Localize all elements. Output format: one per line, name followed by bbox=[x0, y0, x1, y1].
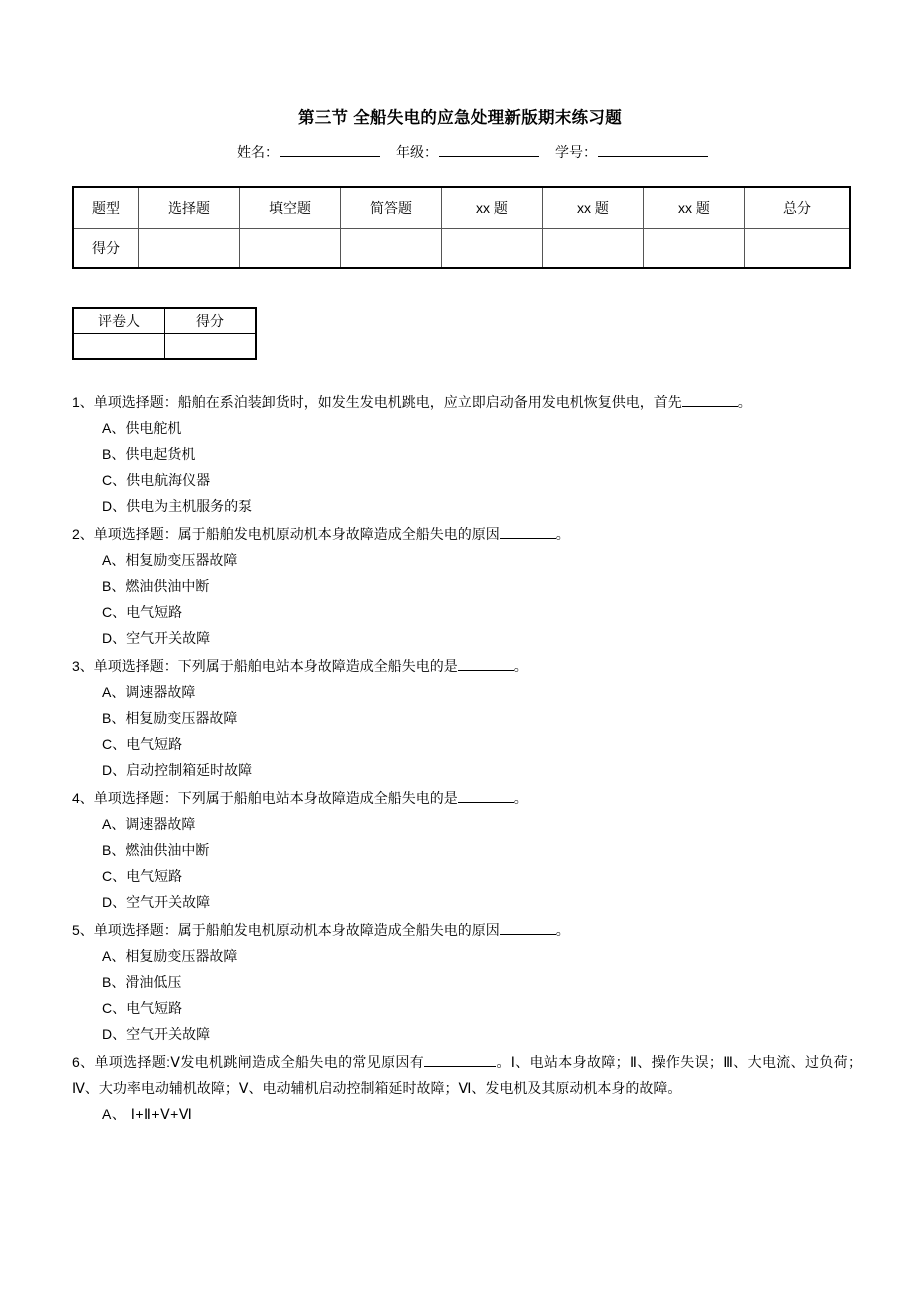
questions-list bbox=[72, 389, 862, 1129]
question-text: 下列属于船舶电站本身故障造成全船失电的是 bbox=[177, 790, 458, 806]
score-cell-xx-2[interactable] bbox=[543, 229, 644, 269]
table-row bbox=[73, 334, 256, 360]
answer-blank[interactable] bbox=[458, 657, 514, 671]
score-header-choice: 选择题 bbox=[139, 187, 240, 229]
option-d[interactable]: D、空气开关故障 bbox=[102, 1026, 211, 1042]
question-stem bbox=[72, 521, 862, 547]
option-a[interactable]: A、供电舵机 bbox=[102, 420, 182, 436]
score-header-xx-2: xx 题 bbox=[543, 187, 644, 229]
score-row-label: 得分 bbox=[73, 229, 139, 269]
question-number: 1、 bbox=[72, 394, 94, 410]
question-text-end: 。 bbox=[555, 922, 570, 938]
question-type: 单项选择题： bbox=[93, 790, 178, 806]
question-block bbox=[72, 917, 862, 1047]
option-b[interactable]: B、相复励变压器故障 bbox=[102, 710, 238, 726]
question-text-end: 。Ⅰ、电站本身故障；Ⅱ、操作失误；Ⅲ、大电流、过负荷；Ⅳ、大功率电动辅机故障；Ⅴ、电动辅机启动控制箱延时故障；Ⅵ、发电机及其原动机本身的故障。 bbox=[72, 1054, 862, 1096]
answer-blank[interactable] bbox=[458, 789, 514, 803]
option-list bbox=[72, 943, 862, 1047]
question-block bbox=[72, 785, 862, 915]
question-text-end: 。 bbox=[513, 790, 528, 806]
question-number: 2、 bbox=[72, 526, 94, 542]
score-header-total: 总分 bbox=[745, 187, 851, 229]
score-header-short-answer: 简答题 bbox=[341, 187, 442, 229]
table-row bbox=[73, 229, 850, 269]
score-header-type: 题型 bbox=[73, 187, 139, 229]
question-text: 船舶在系泊装卸货时，如发生发电机跳电，应立即启动备用发电机恢复供电，首先 bbox=[177, 394, 682, 410]
grader-cell-reviewer[interactable] bbox=[73, 334, 165, 360]
question-block bbox=[72, 1049, 862, 1127]
question-type: 单项选择题： bbox=[93, 394, 178, 410]
question-stem bbox=[72, 653, 862, 679]
answer-blank[interactable] bbox=[424, 1053, 496, 1067]
question-text: 属于船舶发电机原动机本身故障造成全船失电的原因 bbox=[177, 922, 500, 938]
student-id-blank[interactable] bbox=[598, 142, 708, 157]
score-cell-total[interactable] bbox=[745, 229, 851, 269]
option-list bbox=[72, 547, 862, 651]
score-cell-choice[interactable] bbox=[139, 229, 240, 269]
question-stem bbox=[72, 1049, 862, 1101]
question-text-end: 。 bbox=[737, 394, 752, 410]
question-block bbox=[72, 521, 862, 651]
question-block bbox=[72, 389, 862, 519]
answer-blank[interactable] bbox=[500, 525, 556, 539]
student-info-line bbox=[237, 141, 708, 163]
page-title: 第三节 全船失电的应急处理新版期末练习题 bbox=[297, 109, 623, 127]
option-b[interactable]: B、燃油供油中断 bbox=[102, 842, 210, 858]
option-a[interactable]: A、调速器故障 bbox=[102, 684, 196, 700]
question-text: 属于船舶发电机原动机本身故障造成全船失电的原因 bbox=[177, 526, 500, 542]
grader-table bbox=[72, 307, 257, 360]
grader-header-reviewer: 评卷人 bbox=[73, 308, 165, 334]
student-id-label: 学号： bbox=[555, 144, 597, 160]
score-cell-xx-3[interactable] bbox=[644, 229, 745, 269]
question-number: 5、 bbox=[72, 922, 94, 938]
question-text: Ⅴ发电机跳闸造成全船失电的常见原因有 bbox=[170, 1054, 425, 1070]
option-c[interactable]: C、电气短路 bbox=[102, 1000, 183, 1016]
option-list bbox=[72, 1101, 862, 1127]
score-header-fill: 填空题 bbox=[240, 187, 341, 229]
question-stem bbox=[72, 785, 862, 811]
grade-blank[interactable] bbox=[439, 142, 539, 157]
question-text-end: 。 bbox=[555, 526, 570, 542]
answer-blank[interactable] bbox=[500, 921, 556, 935]
question-text: 下列属于船舶电站本身故障造成全船失电的是 bbox=[177, 658, 458, 674]
question-type: 单项选择题： bbox=[93, 922, 178, 938]
option-a[interactable]: A、相复励变压器故障 bbox=[102, 552, 238, 568]
question-type: 单项选择题: bbox=[94, 1054, 171, 1070]
option-d[interactable]: D、启动控制箱延时故障 bbox=[102, 762, 253, 778]
option-b[interactable]: B、燃油供油中断 bbox=[102, 578, 210, 594]
question-number: 4、 bbox=[72, 790, 94, 806]
option-a[interactable]: A、 Ⅰ+Ⅱ+Ⅴ+Ⅵ bbox=[102, 1106, 193, 1122]
question-stem bbox=[72, 389, 862, 415]
option-c[interactable]: C、电气短路 bbox=[102, 868, 183, 884]
score-cell-xx-1[interactable] bbox=[442, 229, 543, 269]
score-cell-short-answer[interactable] bbox=[341, 229, 442, 269]
option-d[interactable]: D、空气开关故障 bbox=[102, 894, 211, 910]
option-list bbox=[72, 811, 862, 915]
grader-cell-score[interactable] bbox=[165, 334, 257, 360]
question-number: 3、 bbox=[72, 658, 94, 674]
question-type: 单项选择题： bbox=[93, 526, 178, 542]
score-table bbox=[72, 186, 851, 269]
option-b[interactable]: B、供电起货机 bbox=[102, 446, 196, 462]
option-c[interactable]: C、电气短路 bbox=[102, 736, 183, 752]
name-label: 姓名： bbox=[237, 144, 279, 160]
option-list bbox=[72, 415, 862, 519]
option-a[interactable]: A、相复励变压器故障 bbox=[102, 948, 238, 964]
name-blank[interactable] bbox=[280, 142, 380, 157]
grade-label: 年级： bbox=[396, 144, 438, 160]
question-number: 6、 bbox=[72, 1054, 95, 1070]
option-list bbox=[72, 679, 862, 783]
table-row bbox=[73, 187, 850, 229]
grader-header-score: 得分 bbox=[165, 308, 257, 334]
score-cell-fill[interactable] bbox=[240, 229, 341, 269]
score-header-xx-3: xx 题 bbox=[644, 187, 745, 229]
question-block bbox=[72, 653, 862, 783]
option-b[interactable]: B、滑油低压 bbox=[102, 974, 182, 990]
question-stem bbox=[72, 917, 862, 943]
option-c[interactable]: C、电气短路 bbox=[102, 604, 183, 620]
option-a[interactable]: A、调速器故障 bbox=[102, 816, 196, 832]
question-text-end: 。 bbox=[513, 658, 528, 674]
option-d[interactable]: D、空气开关故障 bbox=[102, 630, 211, 646]
score-header-xx-1: xx 题 bbox=[442, 187, 543, 229]
option-c[interactable]: C、供电航海仪器 bbox=[102, 472, 211, 488]
option-d[interactable]: D、供电为主机服务的泵 bbox=[102, 498, 253, 514]
answer-blank[interactable] bbox=[682, 393, 738, 407]
table-row bbox=[73, 308, 256, 334]
question-type: 单项选择题： bbox=[93, 658, 178, 674]
